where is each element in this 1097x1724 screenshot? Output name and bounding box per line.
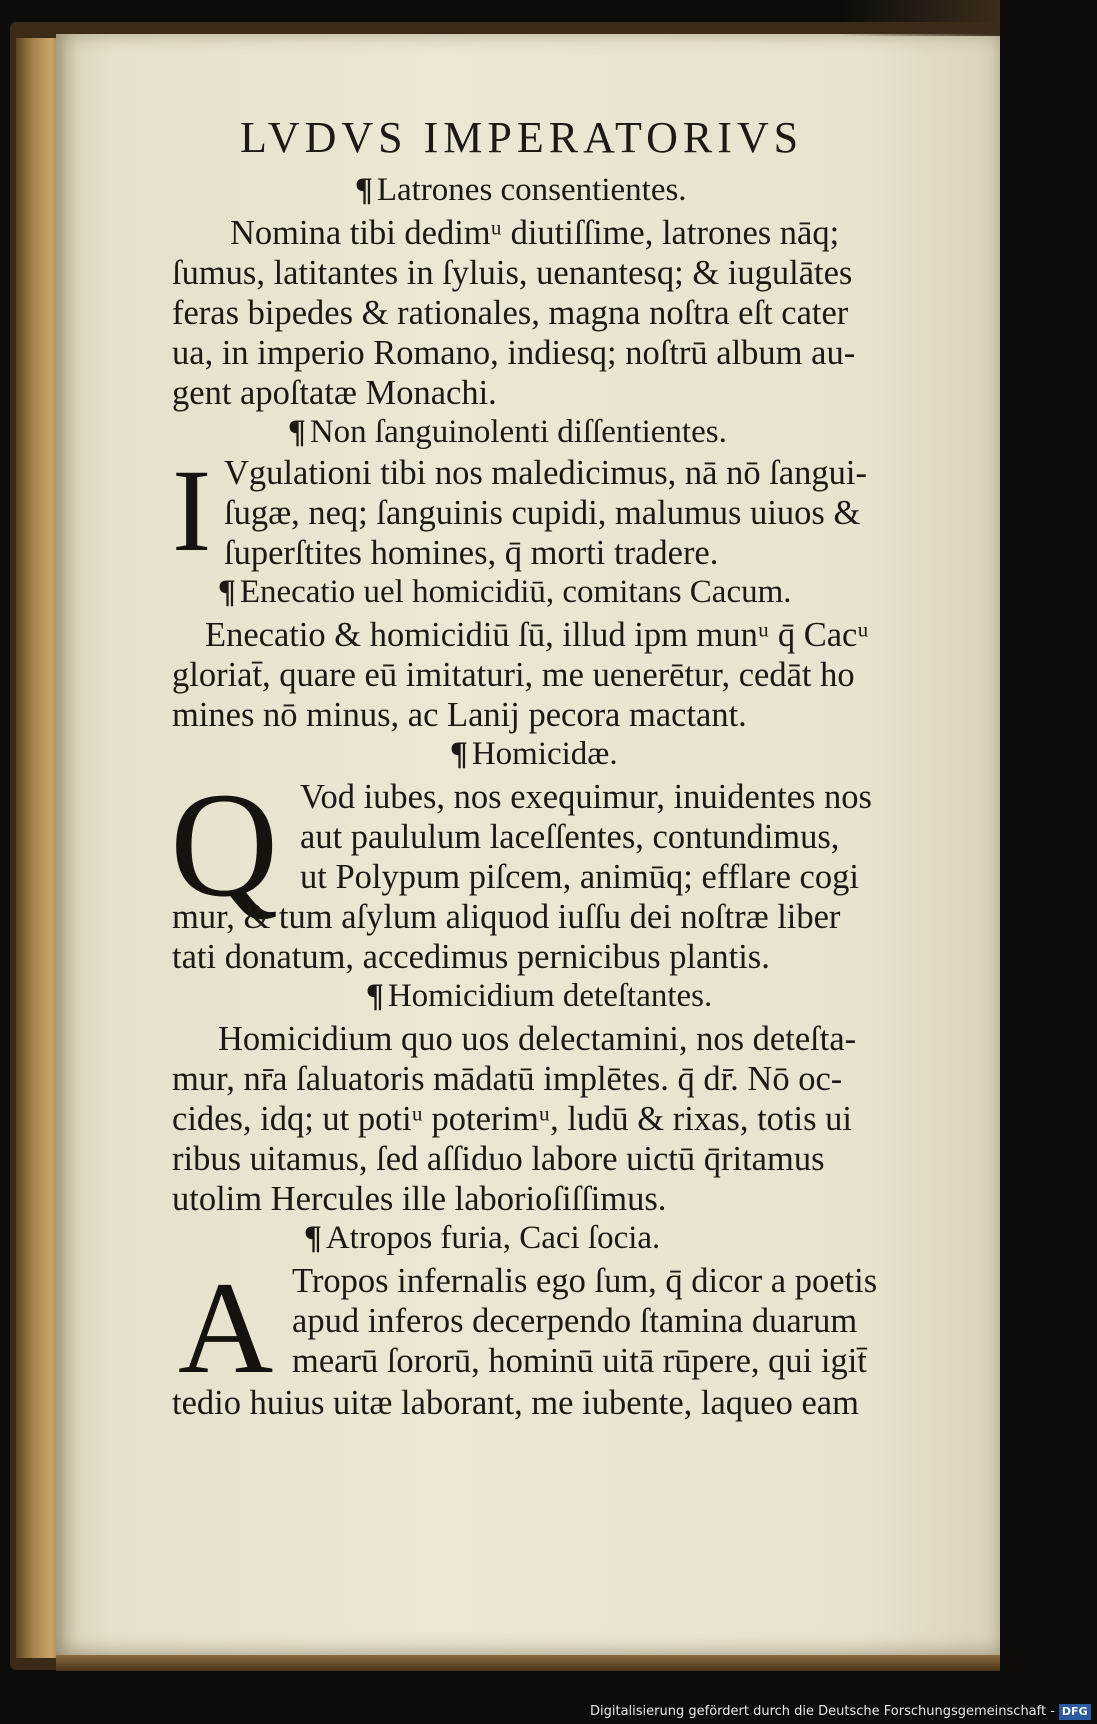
drop-initial-i: I	[172, 445, 212, 576]
dfg-logo-icon: DFG	[1059, 1704, 1091, 1720]
section-heading-text: Atropos furia, Caci ſocia.	[325, 1220, 661, 1256]
text-line: ua, in imperio Romano, indiesq; noſtrū album au-	[172, 334, 856, 372]
pilcrow-icon: ¶	[304, 1220, 322, 1256]
credit-text: Digitalisierung gefördert durch die Deutsche Forschungsgemeinschaft -	[590, 1704, 1055, 1719]
pilcrow-icon: ¶	[366, 978, 384, 1014]
text-line: Vgulationi tibi nos maledicimus, nā nō ſangui-	[224, 454, 867, 492]
section-heading	[288, 414, 727, 451]
text-line: cides, idq; ut potiᵘ poterimᵘ, ludū & rixas, totis ui	[172, 1100, 852, 1138]
pilcrow-icon: ¶	[355, 172, 373, 208]
section-heading	[355, 172, 687, 209]
text-line: Homicidium quo uos delectamini, nos deteſta-	[218, 1020, 857, 1058]
running-title: LVDVS IMPERATORIVS	[240, 113, 804, 162]
text-line: gloriat̄, quare eū imitaturi, me uenerētur, cedāt ho	[172, 656, 855, 694]
section-heading	[218, 574, 792, 611]
text-line: ſuperſtites homines, q̄ morti tradere.	[224, 534, 719, 572]
text-line: ut Polypum piſcem, animūq; efflare cogi	[300, 858, 859, 896]
text-line: Tropos infernalis ego ſum, q̄ dicor a poetis	[292, 1262, 878, 1300]
pilcrow-icon: ¶	[218, 574, 236, 610]
text-line: aut paululum laceſſentes, contundimus,	[300, 818, 840, 856]
pilcrow-icon: ¶	[288, 414, 306, 450]
section-heading	[304, 1220, 660, 1257]
digitization-credit	[590, 1700, 1088, 1724]
section-heading-text: Homicidium deteſtantes.	[387, 978, 713, 1014]
text-line: mur, nr̄a ſaluatoris mādatū implētes. q̄ dr̄. Nō oc-	[172, 1060, 843, 1098]
pilcrow-icon: ¶	[450, 736, 468, 772]
section-heading-text: Enecatio uel homicidiū, comitans Cacum.	[239, 574, 792, 610]
text-line: Vod iubes, nos exequimur, inuidentes nos	[300, 778, 872, 816]
text-line: tati donatum, accedimus pernicibus plantis.	[172, 938, 770, 976]
text-line: mearū ſororū, hominū uitā rūpere, qui igit̄	[292, 1342, 867, 1380]
section-heading-text: Homicidæ.	[471, 736, 618, 772]
section-heading-text: Latrones consentientes.	[376, 172, 687, 208]
text-line: ribus uitamus, ſed aſſiduo labore uictū q̄ritamus	[172, 1140, 825, 1178]
text-line: ſumus, latitantes in ſyluis, uenantesq; & iugulātes	[172, 254, 853, 292]
section-heading-text: Non ſanguinolenti diſſentientes.	[309, 414, 727, 450]
drop-initial-a: A	[178, 1254, 274, 1401]
section-heading	[366, 978, 712, 1015]
text-line: apud inferos decerpendo ſtamina duarum	[292, 1302, 858, 1340]
text-line: Nomina tibi dedimᵘ diutiſſime, latrones nāq;	[230, 214, 840, 252]
text-line: mur, & tum aſylum aliquod iuſſu dei noſtræ liber	[172, 898, 841, 936]
text-line: mines nō minus, ac Lanij pecora mactant.	[172, 696, 747, 734]
text-line: ſugæ, neq; ſanguinis cupidi, malumus uiuos &	[224, 494, 861, 532]
drop-initial-q: Q	[170, 762, 279, 928]
text-line: utolim Hercules ille laborioſiſſimus.	[172, 1180, 667, 1218]
text-line: tedio huius uitæ laborant, me iubente, laqueo eam	[172, 1384, 859, 1422]
section-heading	[450, 736, 618, 773]
text-line: gent apoſtatæ Monachi.	[172, 374, 497, 412]
text-line: feras bipedes & rationales, magna noſtra eſt cater	[172, 294, 849, 332]
text-line: Enecatio & homicidiū ſū, illud ipm munᵘ q̄ Cacᵘ	[205, 616, 869, 654]
